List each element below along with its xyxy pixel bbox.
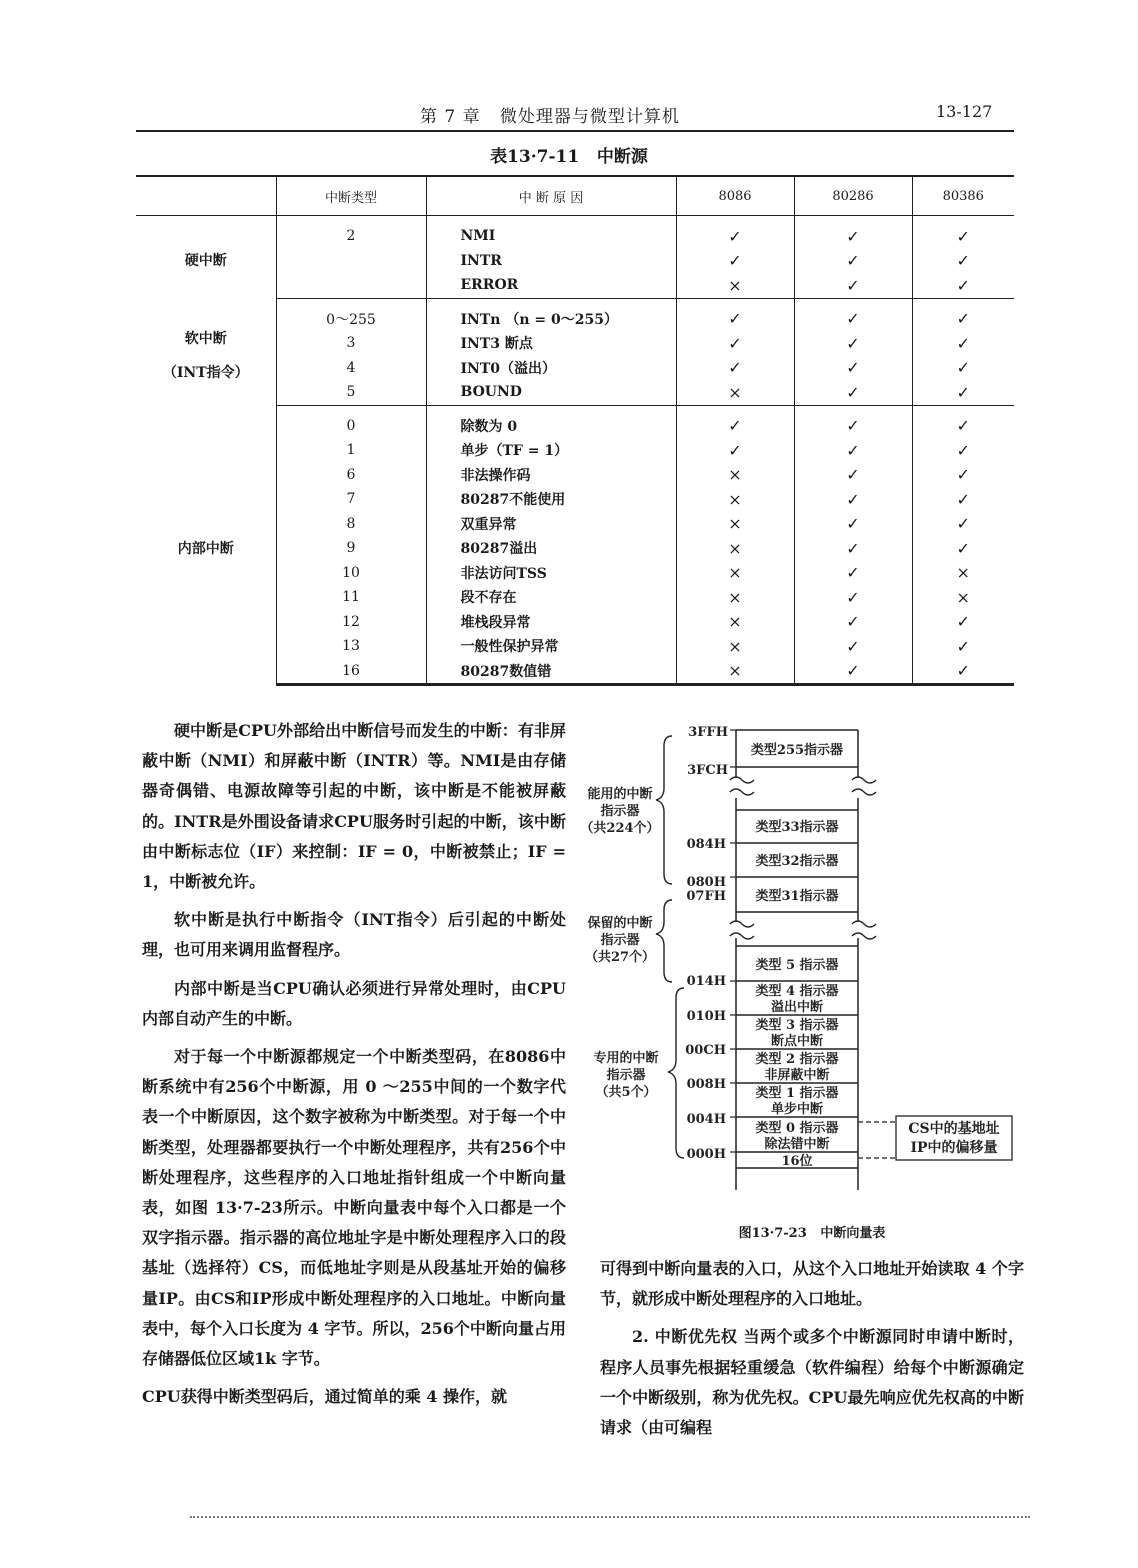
support-80386-cell: ✓ <box>912 216 1014 249</box>
support-8086-cell: ✓ <box>676 298 794 331</box>
support-80386-cell: × <box>912 585 1014 610</box>
paragraph: 对于每一个中断源都规定一个中断类型码，在8086中断系统中有256个中断源，用 0 ～255中间的一个数字代表一个中断原因，这个数字被称为中断类型。对于每一个中断类型，处理器都要执行一个中断处理程序，共有256个中断处理程序，这些程序的入口地址指针组成一个中断向量表，如图 13·7-23所示。中断向量表中每个入口都是一个双字指示器。指示器的高位地址字是中断处理程序入口的段基址（选择符）CS，而低地址字则是从段基址开始的偏移量IP。由CS和IP形成中断处理程序的入口地址。中断向量表中，每个入口长度为 4 字节。所以，256个中断向量占用存储器低位区域1k 字节。 <box>142 1047 566 1369</box>
cause-cell: 单步（TF = 1） <box>426 438 676 463</box>
group-label-dedicated: （共5个） <box>595 1085 657 1100</box>
address-label: 008H <box>686 1077 726 1092</box>
support-80286-cell: ✓ <box>794 659 912 685</box>
support-80386-cell: ✓ <box>912 536 1014 561</box>
support-8086-cell: × <box>676 561 794 586</box>
vector-cell-type-5: 类型 5 指示器 <box>755 958 839 973</box>
side-box-line: CS中的基地址 <box>908 1121 1000 1137</box>
group-label-reserved: 保留的中断 <box>587 916 653 931</box>
vector-cell-type-33: 类型33指示器 <box>755 820 839 835</box>
type-cell: 0 <box>276 405 426 438</box>
support-80286-cell: ✓ <box>794 356 912 381</box>
group-label-available: （共224个） <box>580 821 660 836</box>
support-80286-cell: ✓ <box>794 512 912 537</box>
paragraph: 软中断是执行中断指令（INT指令）后引起的中断处理，也可用来调用监督程序。 <box>142 910 566 960</box>
vector-cell-type-255: 类型255指示器 <box>750 743 844 758</box>
support-80286-cell: ✓ <box>794 585 912 610</box>
group-label-text: 软中断 <box>184 330 227 347</box>
support-80386-cell: ✓ <box>912 610 1014 635</box>
support-80286-cell: ✓ <box>794 249 912 274</box>
support-8086-cell: ✓ <box>676 249 794 274</box>
brace-available <box>656 736 672 884</box>
support-80386-cell: ✓ <box>912 405 1014 438</box>
address-label: 3FFH <box>688 725 728 740</box>
vector-cell-type-32: 类型32指示器 <box>755 854 839 869</box>
support-8086-cell: × <box>676 585 794 610</box>
table-row <box>136 298 1014 331</box>
figure-caption: 图13·7-23 中断向量表 <box>738 1226 886 1241</box>
cause-cell: 堆栈段异常 <box>426 610 676 635</box>
group-label <box>136 298 276 405</box>
paragraph: 内部中断是当CPU确认必须进行异常处理时，由CPU内部自动产生的中断。 <box>142 978 566 1028</box>
support-8086-cell: ✓ <box>676 438 794 463</box>
paragraph: 硬中断是CPU外部给出中断信号而发生的中断：有非屏蔽中断（NMI）和屏蔽中断（INTR）等。NMI是由存储器奇偶错、电源故障等引起的中断，该中断是不能被屏蔽的。INTR是外围设备请求CPU服务时引起的中断，该中断由中断标志位（IF）来控制：IF = 0，中断被禁止；IF = 1，中断被允许。 <box>142 721 566 892</box>
body-text-left <box>142 716 566 1412</box>
cause-cell: 双重异常 <box>426 512 676 537</box>
vector-cell-type-1-desc: 单步中断 <box>770 1102 824 1117</box>
vector-cell-type-0-desc: 除法错中断 <box>764 1137 830 1152</box>
support-80386-cell: ✓ <box>912 659 1014 685</box>
group-label-dedicated: 指示器 <box>606 1068 646 1083</box>
type-cell: 11 <box>276 585 426 610</box>
chapter-header-title: 第 7 章 微处理器与微型计算机 <box>420 107 680 127</box>
support-80286-cell: ✓ <box>794 463 912 488</box>
cause-cell: INTn （n = 0～255） <box>426 298 676 331</box>
interrupt-vector-table-figure <box>580 722 1030 1212</box>
support-8086-cell: ✓ <box>676 331 794 356</box>
cause-cell: INTR <box>426 249 676 274</box>
address-label: 000H <box>686 1147 726 1162</box>
type-cell: 2 <box>276 216 426 249</box>
support-8086-cell: × <box>676 380 794 405</box>
address-label: 004H <box>686 1112 726 1127</box>
vector-cell-type-2-desc: 非屏蔽中断 <box>764 1068 830 1083</box>
paragraph: CPU获得中断类型码后，通过简单的乘 4 操作，就 <box>142 1387 507 1407</box>
type-cell: 3 <box>276 331 426 356</box>
support-8086-cell: × <box>676 512 794 537</box>
vector-cell-type-3: 类型 3 指示器 <box>755 1018 839 1033</box>
type-cell <box>276 249 426 274</box>
page-number: 13-127 <box>936 102 993 121</box>
vector-cell-type-2: 类型 2 指示器 <box>755 1052 839 1067</box>
cause-cell: INT0（溢出） <box>426 356 676 381</box>
support-80286-cell: ✓ <box>794 380 912 405</box>
group-label-dedicated: 专用的中断 <box>593 1051 659 1066</box>
col-header-8086: 8086 <box>676 176 794 216</box>
support-8086-cell: ✓ <box>676 405 794 438</box>
cause-cell: NMI <box>426 216 676 249</box>
address-label: 014H <box>686 974 726 989</box>
group-label <box>136 405 276 685</box>
body-text-right <box>600 1254 1024 1443</box>
cause-cell: 80287溢出 <box>426 536 676 561</box>
cause-cell: BOUND <box>426 380 676 405</box>
support-80386-cell: ✓ <box>912 487 1014 512</box>
address-label: 084H <box>686 837 726 852</box>
col-header-cause: 中 断 原 因 <box>426 176 676 216</box>
type-cell: 5 <box>276 380 426 405</box>
support-80286-cell: ✓ <box>794 298 912 331</box>
support-8086-cell: × <box>676 487 794 512</box>
cause-cell: 除数为 0 <box>426 405 676 438</box>
cause-cell: INT3 断点 <box>426 331 676 356</box>
table-row <box>136 405 1014 438</box>
support-80386-cell: ✓ <box>912 331 1014 356</box>
group-label-text: 硬中断 <box>184 253 227 269</box>
cause-cell: 80287不能使用 <box>426 487 676 512</box>
cause-cell: 一般性保护异常 <box>426 634 676 659</box>
address-label: 010H <box>686 1009 726 1024</box>
support-80286-cell: ✓ <box>794 331 912 356</box>
group-label-reserved: 指示器 <box>600 933 640 948</box>
cause-cell: 非法操作码 <box>426 463 676 488</box>
col-header-80286: 80286 <box>794 176 912 216</box>
support-80386-cell: ✓ <box>912 512 1014 537</box>
address-label: 3FCH <box>687 763 728 778</box>
support-8086-cell: ✓ <box>676 216 794 249</box>
support-80286-cell: ✓ <box>794 487 912 512</box>
support-80386-cell: ✓ <box>912 298 1014 331</box>
support-80286-cell: ✓ <box>794 405 912 438</box>
type-cell: 7 <box>276 487 426 512</box>
type-cell: 4 <box>276 356 426 381</box>
brace-reserved <box>656 900 672 982</box>
support-80286-cell: ✓ <box>794 273 912 298</box>
group-label <box>136 216 276 299</box>
header-rule <box>136 130 1014 132</box>
table-header-row <box>136 176 1014 216</box>
support-80286-cell: ✓ <box>794 634 912 659</box>
type-cell: 12 <box>276 610 426 635</box>
cause-cell: 非法访问TSS <box>426 561 676 586</box>
type-cell: 13 <box>276 634 426 659</box>
support-8086-cell: × <box>676 273 794 298</box>
type-cell: 1 <box>276 438 426 463</box>
address-label: 080H <box>686 875 726 890</box>
support-8086-cell: × <box>676 634 794 659</box>
support-80286-cell: ✓ <box>794 438 912 463</box>
support-80386-cell: × <box>912 561 1014 586</box>
address-label: 07FH <box>686 889 726 904</box>
bottom-rule <box>190 1516 1030 1518</box>
group-label-text: 内部中断 <box>177 540 234 557</box>
support-80386-cell: ✓ <box>912 438 1014 463</box>
interrupt-source-table <box>136 175 1014 686</box>
support-80386-cell: ✓ <box>912 380 1014 405</box>
support-80286-cell: ✓ <box>794 536 912 561</box>
vector-cell-type-0: 类型 0 指示器 <box>755 1121 839 1136</box>
col-header-80386: 80386 <box>912 176 1014 216</box>
brace-dedicated <box>668 988 684 1158</box>
support-80386-cell: ✓ <box>912 356 1014 381</box>
cause-cell: 段不存在 <box>426 585 676 610</box>
paragraph: 2. 中断优先权 当两个或多个中断源同时申请中断时，程序人员事先根据轻重缓急（软件编程）给每个中断源确定一个中断级别，称为优先权。CPU最先响应优先权高的中断请求（由可编程 <box>600 1327 1024 1438</box>
vector-cell-type-4: 类型 4 指示器 <box>755 984 839 999</box>
group-label-subtext: （INT指令） <box>162 364 249 381</box>
type-cell <box>276 273 426 298</box>
col-header-group <box>136 176 276 216</box>
paragraph: 可得到中断向量表的入口，从这个入口地址开始读取 4 个字节，就形成中断处理程序的入口地址。 <box>600 1259 1024 1309</box>
type-cell: 16 <box>276 659 426 685</box>
support-8086-cell: × <box>676 536 794 561</box>
group-label-available: 指示器 <box>600 804 640 819</box>
support-80386-cell: ✓ <box>912 463 1014 488</box>
support-8086-cell: × <box>676 659 794 685</box>
col-header-type: 中断类型 <box>276 176 426 216</box>
address-label: 00CH <box>685 1043 726 1058</box>
vector-cell-type-31: 类型31指示器 <box>755 889 839 904</box>
support-80386-cell: ✓ <box>912 273 1014 298</box>
type-cell: 8 <box>276 512 426 537</box>
support-80286-cell: ✓ <box>794 610 912 635</box>
group-label-reserved: （共27个） <box>584 950 656 965</box>
support-80286-cell: ✓ <box>794 216 912 249</box>
support-80386-cell: ✓ <box>912 634 1014 659</box>
table-caption: 表13·7-11 中断源 <box>490 147 648 167</box>
type-cell: 0～255 <box>276 298 426 331</box>
cause-cell: ERROR <box>426 273 676 298</box>
side-box-line: IP中的偏移量 <box>910 1140 998 1156</box>
cause-cell: 80287数值错 <box>426 659 676 685</box>
type-cell: 6 <box>276 463 426 488</box>
type-cell: 10 <box>276 561 426 586</box>
support-8086-cell: × <box>676 463 794 488</box>
support-8086-cell: × <box>676 610 794 635</box>
support-80386-cell: ✓ <box>912 249 1014 274</box>
vector-cell-type-1: 类型 1 指示器 <box>755 1086 839 1101</box>
table-row <box>136 216 1014 249</box>
vector-cell-width: 16位 <box>781 1154 813 1169</box>
group-label-available: 能用的中断 <box>587 787 653 802</box>
type-cell: 9 <box>276 536 426 561</box>
support-80286-cell: ✓ <box>794 561 912 586</box>
vector-cell-type-3-desc: 断点中断 <box>770 1034 824 1049</box>
vector-cell-type-4-desc: 溢出中断 <box>770 1000 824 1015</box>
support-8086-cell: ✓ <box>676 356 794 381</box>
